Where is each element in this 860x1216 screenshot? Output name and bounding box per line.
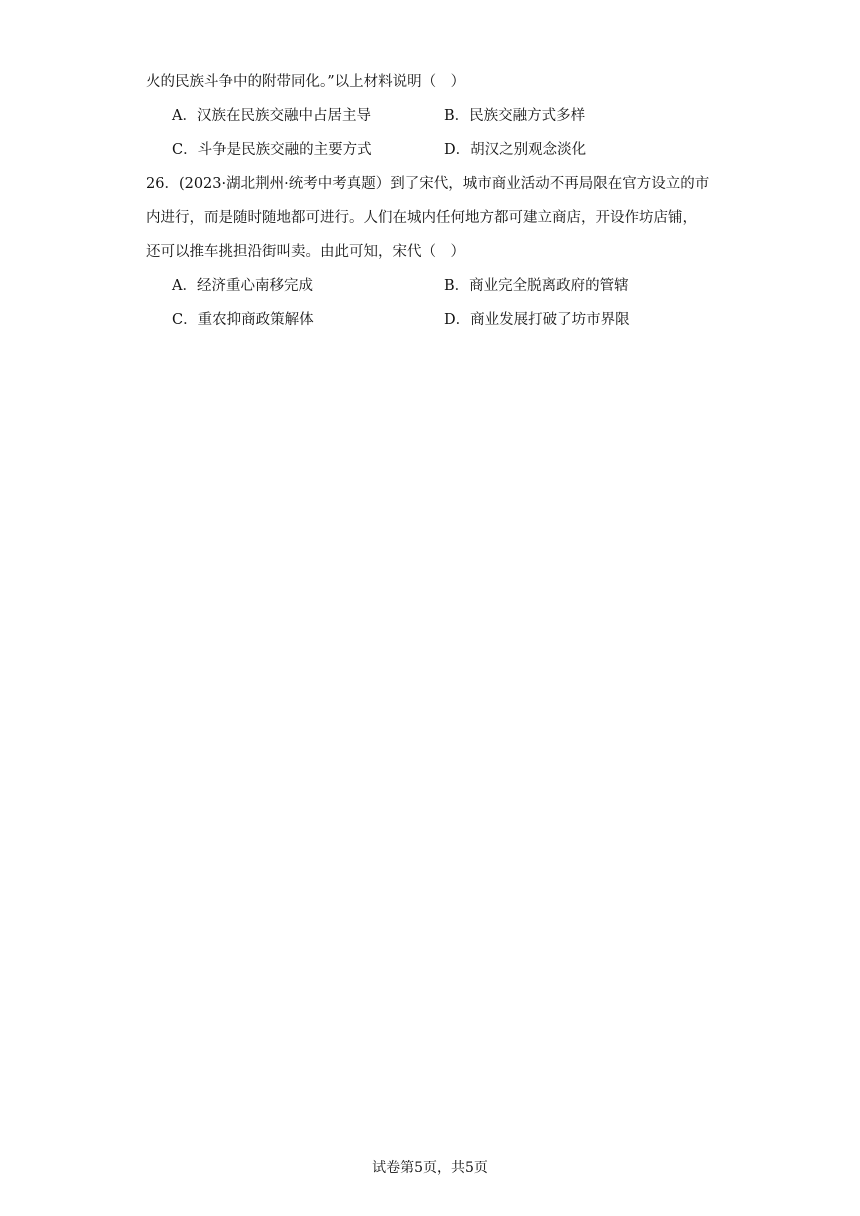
question-26-option-c: C．重农抑商政策解体 [172,312,314,328]
question-25-stem-tail: 火的民族斗争中的附带同化。”以上材料说明（ ） [146,74,466,90]
question-25-option-a: A．汉族在民族交融中占居主导 [172,108,371,124]
question-25-option-c: C．斗争是民族交融的主要方式 [172,142,372,158]
question-26-option-d: D．商业发展打破了坊市界限 [444,312,630,328]
question-26-stem-line-2: 内进行，而是随时随地都可进行。人们在城内任何地方都可建立商店，开设作坊店铺， [146,210,697,226]
page-footer: 试卷第5页，共5页 [372,1160,488,1176]
question-25-option-b: B．民族交融方式多样 [444,108,586,124]
question-26-stem-line-3: 还可以推车挑担沿街叫卖。由此可知，宋代（ ） [146,244,465,260]
question-25-option-d: D．胡汉之别观念淡化 [444,142,587,158]
question-26-stem-line-1: 26．(2023·湖北荆州·统考中考真题）到了宋代，城市商业活动不再局限在官方设立的市 [146,176,710,192]
question-26-option-a: A．经济重心南移完成 [172,278,313,294]
question-26-option-b: B．商业完全脱离政府的管辖 [444,278,629,294]
